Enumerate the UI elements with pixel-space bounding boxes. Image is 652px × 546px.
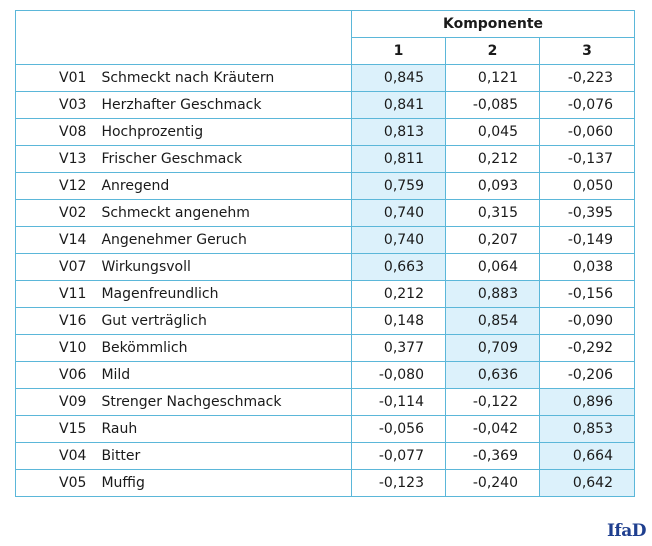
variable-label: Wirkungsvoll bbox=[101, 259, 191, 275]
loading-value-comp-3: -0,149 bbox=[540, 227, 635, 254]
variable-code: V03 bbox=[59, 97, 87, 113]
loading-value-comp-3: -0,223 bbox=[540, 65, 635, 92]
table-row bbox=[16, 173, 635, 200]
row-label-cell bbox=[16, 335, 352, 362]
loading-value-comp-2: -0,085 bbox=[446, 92, 540, 119]
loading-value-comp-3: 0,853 bbox=[540, 416, 635, 443]
loading-value-comp-1: 0,740 bbox=[352, 200, 446, 227]
loading-value-comp-1: 0,740 bbox=[352, 227, 446, 254]
loading-value-comp-2: 0,315 bbox=[446, 200, 540, 227]
loading-value-comp-3: -0,292 bbox=[540, 335, 635, 362]
loading-value-comp-1: -0,114 bbox=[352, 389, 446, 416]
row-label-cell bbox=[16, 254, 352, 281]
loading-value-comp-3: -0,060 bbox=[540, 119, 635, 146]
header-row-group bbox=[16, 11, 635, 38]
loading-value-comp-3: 0,050 bbox=[540, 173, 635, 200]
loading-value-comp-3: 0,038 bbox=[540, 254, 635, 281]
variable-code: V06 bbox=[59, 367, 87, 383]
loading-value-comp-1: 0,377 bbox=[352, 335, 446, 362]
loading-value-comp-1: 0,841 bbox=[352, 92, 446, 119]
row-label-cell bbox=[16, 146, 352, 173]
variable-label: Bekömmlich bbox=[101, 340, 188, 356]
table-row bbox=[16, 308, 635, 335]
loading-value-comp-3: 0,664 bbox=[540, 443, 635, 470]
loading-value-comp-1: 0,759 bbox=[352, 173, 446, 200]
loading-value-comp-2: 0,854 bbox=[446, 308, 540, 335]
loading-value-comp-2: -0,122 bbox=[446, 389, 540, 416]
variable-label: Mild bbox=[101, 367, 131, 383]
loading-value-comp-2: -0,042 bbox=[446, 416, 540, 443]
variable-label: Bitter bbox=[101, 448, 141, 464]
row-label-cell bbox=[16, 308, 352, 335]
column-header-3: 3 bbox=[540, 38, 635, 65]
variable-label: Muffig bbox=[101, 475, 145, 491]
row-label-cell bbox=[16, 200, 352, 227]
loading-value-comp-2: -0,369 bbox=[446, 443, 540, 470]
row-label-cell bbox=[16, 281, 352, 308]
variable-label: Schmeckt angenehm bbox=[101, 205, 250, 221]
loading-value-comp-1: 0,845 bbox=[352, 65, 446, 92]
variable-code: V14 bbox=[59, 232, 87, 248]
variable-code: V04 bbox=[59, 448, 87, 464]
variable-code: V15 bbox=[59, 421, 87, 437]
variable-code: V13 bbox=[59, 151, 87, 167]
table-row bbox=[16, 335, 635, 362]
loading-value-comp-2: 0,212 bbox=[446, 146, 540, 173]
table-row bbox=[16, 65, 635, 92]
loading-value-comp-3: -0,156 bbox=[540, 281, 635, 308]
row-label-cell bbox=[16, 65, 352, 92]
variable-label: Angenehmer Geruch bbox=[101, 232, 247, 248]
loading-value-comp-2: -0,240 bbox=[446, 470, 540, 497]
table-row bbox=[16, 119, 635, 146]
header-corner-cell bbox=[16, 11, 352, 65]
column-header-1: 1 bbox=[352, 38, 446, 65]
loading-value-comp-1: 0,811 bbox=[352, 146, 446, 173]
variable-label: Rauh bbox=[101, 421, 138, 437]
table-row bbox=[16, 227, 635, 254]
column-header-2: 2 bbox=[446, 38, 540, 65]
table-row bbox=[16, 389, 635, 416]
variable-code: V12 bbox=[59, 178, 87, 194]
variable-code: V08 bbox=[59, 124, 87, 140]
table-row bbox=[16, 470, 635, 497]
loading-value-comp-3: -0,395 bbox=[540, 200, 635, 227]
variable-label: Hochprozentig bbox=[101, 124, 204, 140]
table-row bbox=[16, 362, 635, 389]
variable-code: V07 bbox=[59, 259, 87, 275]
loading-value-comp-3: 0,896 bbox=[540, 389, 635, 416]
variable-code: V01 bbox=[59, 70, 87, 86]
loading-value-comp-1: 0,212 bbox=[352, 281, 446, 308]
loading-value-comp-2: 0,207 bbox=[446, 227, 540, 254]
loading-value-comp-1: 0,663 bbox=[352, 254, 446, 281]
table-row bbox=[16, 281, 635, 308]
loading-value-comp-1: -0,056 bbox=[352, 416, 446, 443]
table-row bbox=[16, 200, 635, 227]
header-komponente: Komponente bbox=[352, 11, 635, 38]
loading-value-comp-3: -0,206 bbox=[540, 362, 635, 389]
row-label-cell bbox=[16, 362, 352, 389]
variable-code: V11 bbox=[59, 286, 87, 302]
variable-label: Gut verträglich bbox=[101, 313, 207, 329]
loading-value-comp-2: 0,121 bbox=[446, 65, 540, 92]
loading-value-comp-3: -0,137 bbox=[540, 146, 635, 173]
loading-value-comp-1: -0,123 bbox=[352, 470, 446, 497]
loading-value-comp-3: -0,090 bbox=[540, 308, 635, 335]
table-row bbox=[16, 443, 635, 470]
row-label-cell bbox=[16, 416, 352, 443]
variable-code: V16 bbox=[59, 313, 87, 329]
variable-label: Herzhafter Geschmack bbox=[101, 97, 262, 113]
variable-code: V05 bbox=[59, 475, 87, 491]
variable-code: V02 bbox=[59, 205, 87, 221]
variable-label: Strenger Nachgeschmack bbox=[101, 394, 282, 410]
table-row bbox=[16, 92, 635, 119]
table-row bbox=[16, 146, 635, 173]
loading-value-comp-1: 0,148 bbox=[352, 308, 446, 335]
loading-value-comp-1: 0,813 bbox=[352, 119, 446, 146]
variable-label: Anregend bbox=[101, 178, 170, 194]
loading-value-comp-2: 0,636 bbox=[446, 362, 540, 389]
variable-label: Magenfreundlich bbox=[101, 286, 219, 302]
row-label-cell bbox=[16, 173, 352, 200]
table-row bbox=[16, 416, 635, 443]
row-label-cell bbox=[16, 227, 352, 254]
loading-value-comp-2: 0,883 bbox=[446, 281, 540, 308]
loading-value-comp-3: 0,642 bbox=[540, 470, 635, 497]
variable-code: V09 bbox=[59, 394, 87, 410]
loading-value-comp-2: 0,709 bbox=[446, 335, 540, 362]
loading-value-comp-2: 0,093 bbox=[446, 173, 540, 200]
variable-code: V10 bbox=[59, 340, 87, 356]
loading-value-comp-3: -0,076 bbox=[540, 92, 635, 119]
loading-value-comp-1: -0,080 bbox=[352, 362, 446, 389]
variable-label: Frischer Geschmack bbox=[101, 151, 243, 167]
loading-value-comp-1: -0,077 bbox=[352, 443, 446, 470]
row-label-cell bbox=[16, 119, 352, 146]
loading-value-comp-2: 0,045 bbox=[446, 119, 540, 146]
row-label-cell bbox=[16, 470, 352, 497]
row-label-cell bbox=[16, 443, 352, 470]
ifad-logo: IfaD bbox=[606, 521, 646, 541]
row-label-cell bbox=[16, 389, 352, 416]
component-matrix-table bbox=[15, 10, 635, 497]
variable-label: Schmeckt nach Kräutern bbox=[101, 70, 275, 86]
table-row bbox=[16, 254, 635, 281]
row-label-cell bbox=[16, 92, 352, 119]
loading-value-comp-2: 0,064 bbox=[446, 254, 540, 281]
